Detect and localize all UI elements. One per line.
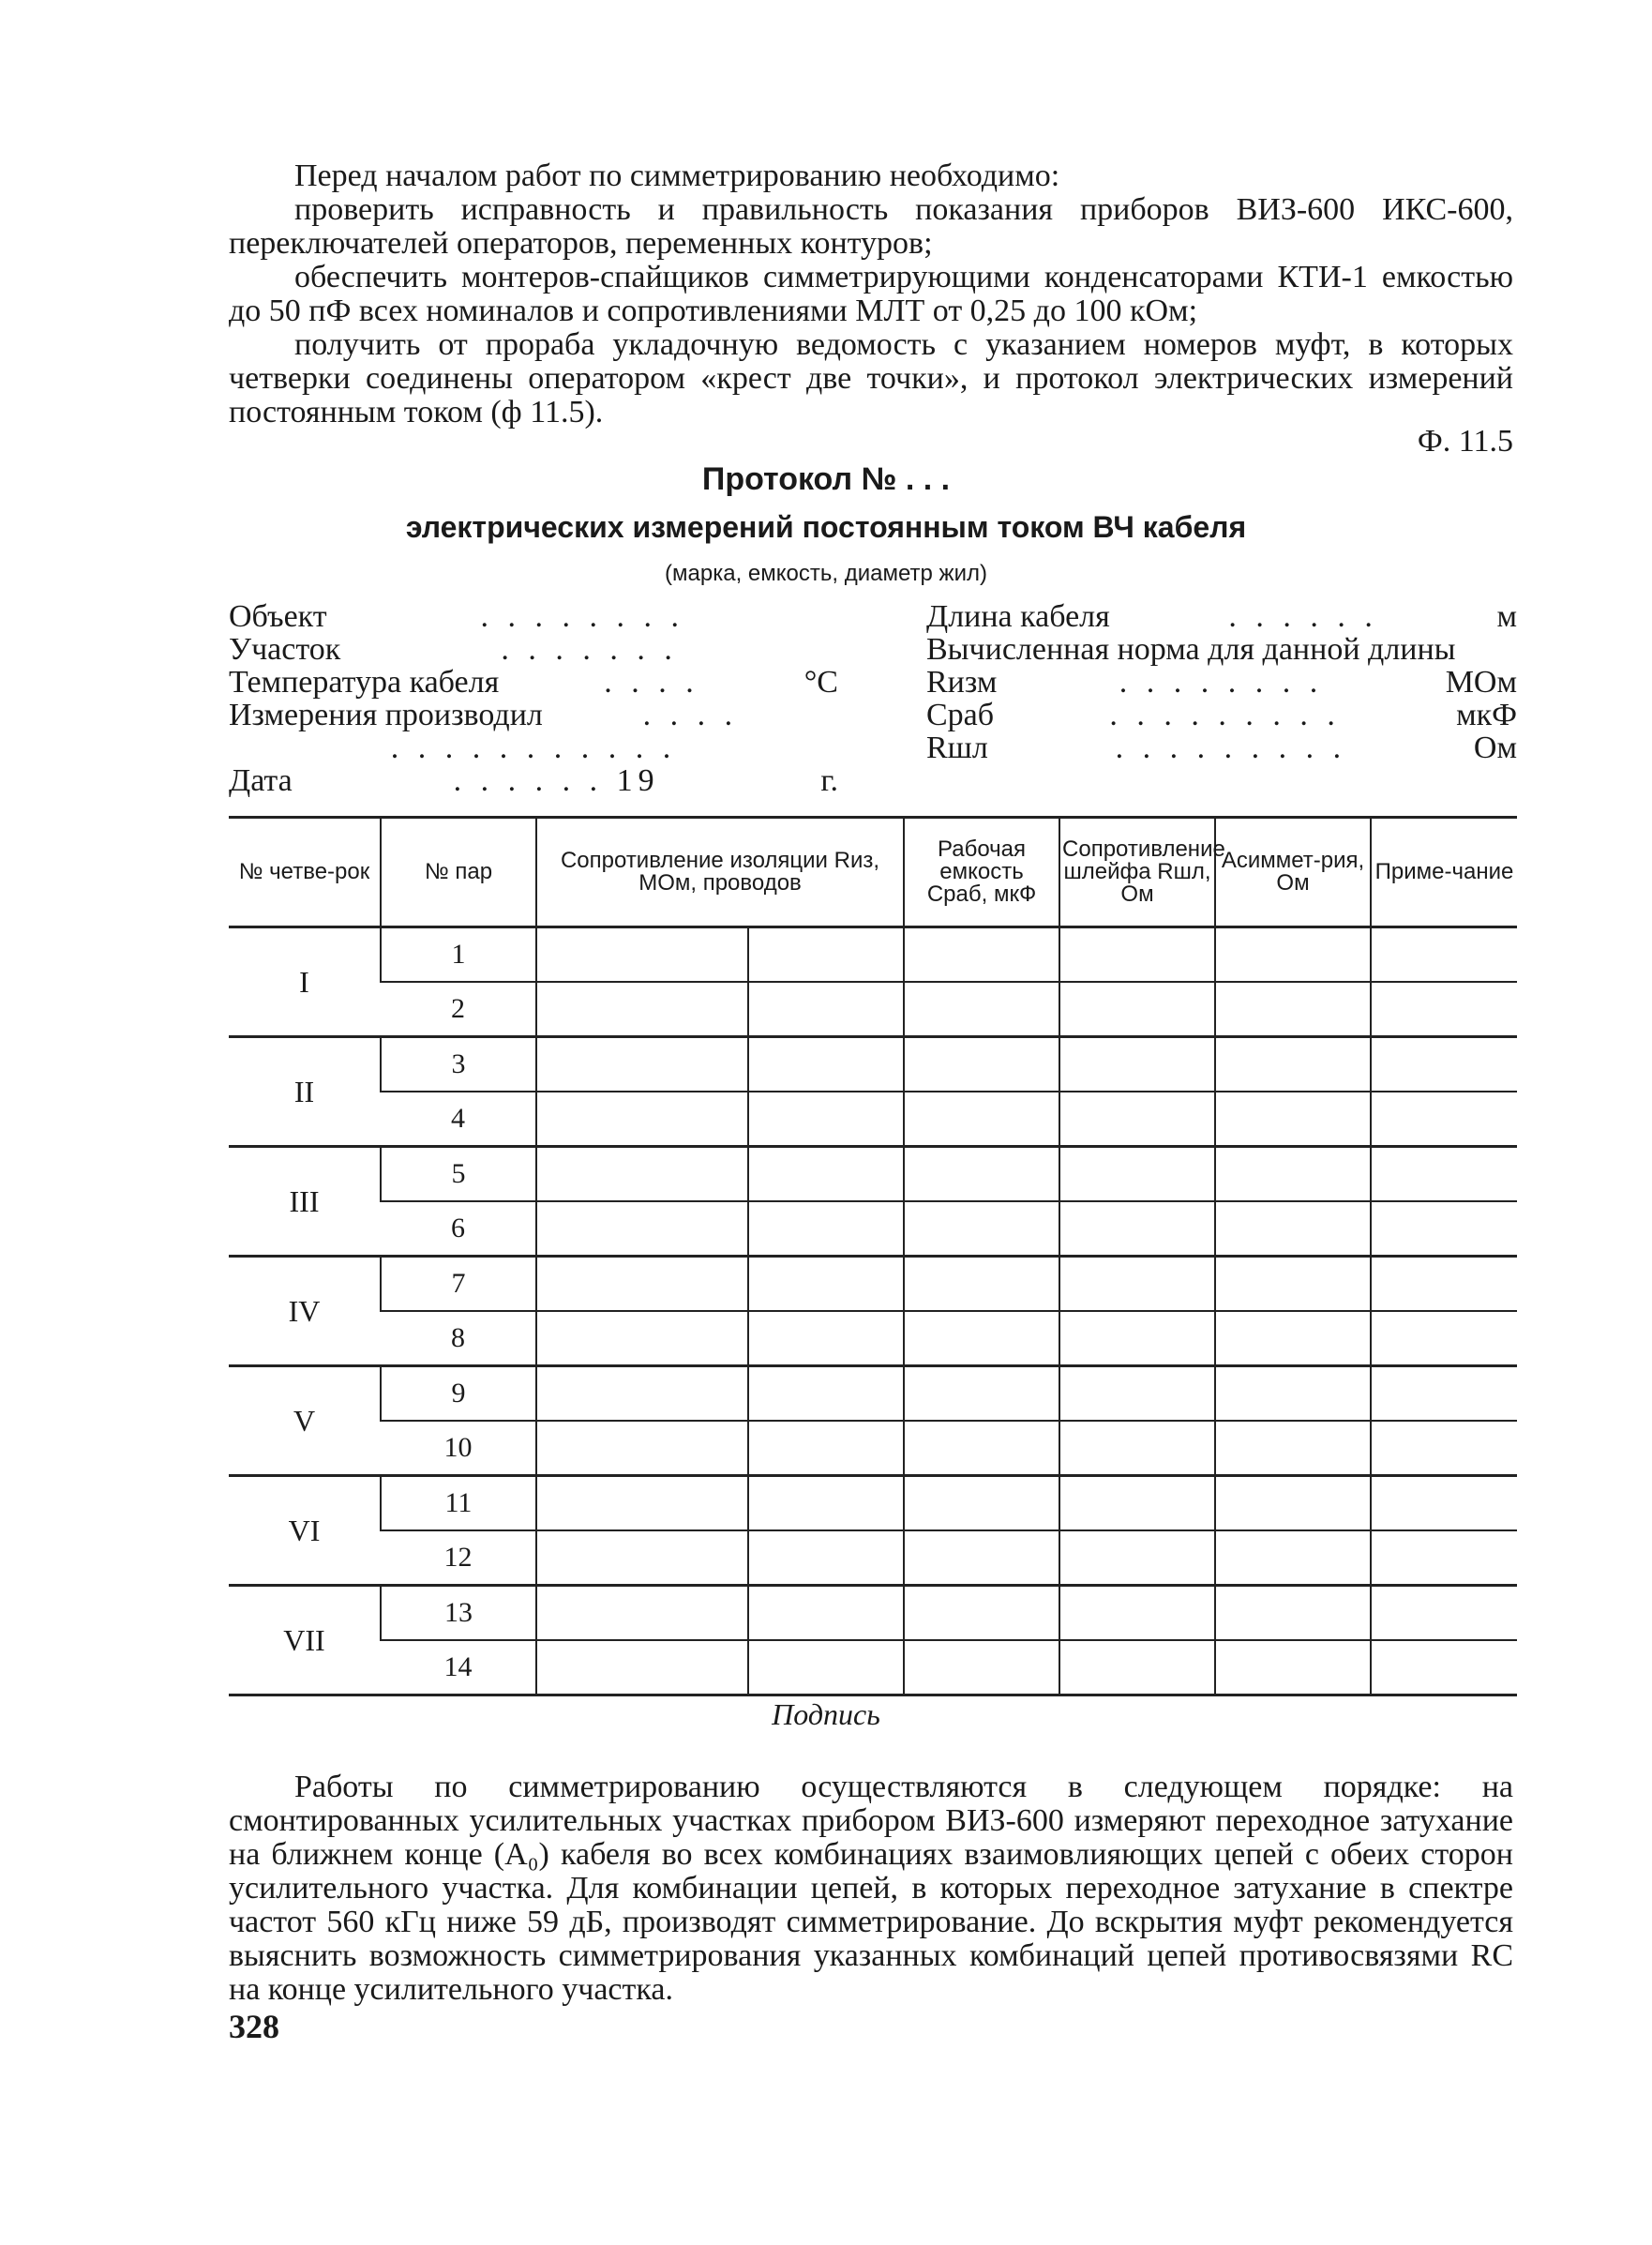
value-cell[interactable] <box>536 1586 748 1641</box>
field-label: Rизм <box>926 665 998 700</box>
form-field <box>229 764 838 797</box>
value-cell[interactable] <box>904 1257 1059 1312</box>
field-unit: м <box>1496 599 1517 634</box>
field-label: Объект <box>229 599 327 634</box>
value-cell[interactable] <box>1371 1640 1517 1695</box>
table-row <box>229 1311 1517 1366</box>
header-capacitance: Рабочая емкость Cраб, мкФ <box>904 818 1059 927</box>
value-cell[interactable] <box>748 982 904 1037</box>
field-dots: . . . . . . . . <box>480 599 685 634</box>
pair-number-cell: 1 <box>381 927 536 983</box>
field-label: Участок <box>229 632 341 667</box>
value-cell[interactable] <box>904 927 1059 983</box>
field-label: Cраб <box>926 698 995 732</box>
value-cell[interactable] <box>1059 1366 1215 1422</box>
value-cell[interactable] <box>748 1092 904 1147</box>
value-cell[interactable] <box>1059 1092 1215 1147</box>
form-fields-left <box>229 600 838 797</box>
value-cell[interactable] <box>536 1366 748 1422</box>
table-row <box>229 1201 1517 1257</box>
table-row <box>229 1037 1517 1092</box>
value-cell[interactable] <box>1215 1201 1371 1257</box>
pair-number-cell: 7 <box>381 1257 536 1312</box>
value-cell[interactable] <box>1215 982 1371 1037</box>
pair-number-cell: 4 <box>381 1092 536 1147</box>
pair-number-cell: 8 <box>381 1311 536 1366</box>
header-note: Приме-чание <box>1371 818 1517 927</box>
pair-number-cell: 2 <box>381 982 536 1037</box>
table-row <box>229 1421 1517 1476</box>
table-row <box>229 927 1517 983</box>
header-insulation: Сопротивление изоляции Rиз, МОм, проводов <box>536 818 904 927</box>
field-dots: . . . . . . 19 <box>453 763 660 798</box>
field-label: Rшл <box>926 731 988 765</box>
value-cell[interactable] <box>536 1092 748 1147</box>
value-cell[interactable] <box>904 1476 1059 1531</box>
value-cell[interactable] <box>748 1257 904 1312</box>
value-cell[interactable] <box>1215 1147 1371 1202</box>
value-cell[interactable] <box>1371 1586 1517 1641</box>
value-cell[interactable] <box>1371 982 1517 1037</box>
intro-paragraph: проверить исправность и правильность показания приборов ВИЗ-600 ИКС-600, переключателей операторов, переменных контуров; <box>229 192 1513 261</box>
value-cell[interactable] <box>1059 927 1215 983</box>
table-row <box>229 1257 1517 1312</box>
value-cell[interactable] <box>904 1421 1059 1476</box>
outro-paragraph: Работы по симметрированию осуществляются в следующем порядке: на смонтированных усилительных участках прибором ВИЗ-600 измеряют переходное затухание на ближнем конце (A₀) кабеля во всех комбинациях взаимовлияющих цепей с обеих сторон усилительного участка. Для комбинации цепей, в которых переходное затухание в спектре частот 560 кГц ниже 59 дБ, производят симметрирование. До вскрытия муфт рекомендуется выяснить возможность симметрирования указанных комбинаций цепей противосвязями RC на конце усилительного участка. <box>229 1770 1513 2007</box>
table-row <box>229 982 1517 1037</box>
field-dots: . . . . . . <box>1228 599 1378 634</box>
table-row <box>229 1476 1517 1531</box>
field-dots: . . . . . . . . . <box>1115 731 1347 765</box>
table-row <box>229 1586 1517 1641</box>
value-cell[interactable] <box>748 927 904 983</box>
value-cell[interactable] <box>1059 1257 1215 1312</box>
field-dots: . . . . . . . . . . . <box>390 731 677 765</box>
value-cell[interactable] <box>748 1147 904 1202</box>
form-field <box>229 633 838 666</box>
header-asymmetry: Асиммет-рия, Ом <box>1215 818 1371 927</box>
value-cell[interactable] <box>748 1530 904 1586</box>
field-unit: Ом <box>1473 731 1517 765</box>
header-pair: № пар <box>381 818 536 927</box>
value-cell[interactable] <box>904 1586 1059 1641</box>
value-cell[interactable] <box>536 1476 748 1531</box>
value-cell[interactable] <box>1059 1530 1215 1586</box>
table-row <box>229 1640 1517 1695</box>
field-unit: МОм <box>1445 665 1517 700</box>
field-unit: мкФ <box>1456 698 1517 732</box>
page-number: 328 <box>229 2008 279 2045</box>
intro-text <box>229 159 1513 429</box>
value-cell[interactable] <box>1215 1476 1371 1531</box>
pair-number-cell: 11 <box>381 1476 536 1531</box>
field-unit: г. <box>820 763 838 798</box>
quad-cell: I <box>229 927 381 1037</box>
field-dots: . . . . . . . . . <box>1109 698 1341 732</box>
pair-number-cell: 3 <box>381 1037 536 1092</box>
field-label: Дата <box>229 763 293 798</box>
table-row <box>229 1366 1517 1422</box>
value-cell[interactable] <box>1371 1476 1517 1531</box>
quad-cell: II <box>229 1037 381 1147</box>
form-field <box>229 731 838 764</box>
value-cell[interactable] <box>1371 1421 1517 1476</box>
value-cell[interactable] <box>1371 1311 1517 1366</box>
value-cell[interactable] <box>536 1311 748 1366</box>
pair-number-cell: 14 <box>381 1640 536 1695</box>
field-dots: . . . . <box>642 698 739 732</box>
form-field <box>229 699 838 731</box>
header-quad: № четве-рок <box>229 818 381 927</box>
value-cell[interactable] <box>904 1530 1059 1586</box>
quad-cell: VI <box>229 1476 381 1586</box>
value-cell[interactable] <box>1371 927 1517 983</box>
value-cell[interactable] <box>536 1201 748 1257</box>
protocol-note: (марка, емкость, диаметр жил) <box>665 561 987 586</box>
value-cell[interactable] <box>1215 1037 1371 1092</box>
value-cell[interactable] <box>536 1037 748 1092</box>
intro-paragraph: получить от прораба укладочную ведомость с указанием номеров муфт, в которых четверки соединены оператором «крест две точки», и протокол электрических измерений постоянным током (ф 11.5). <box>229 327 1513 429</box>
value-cell[interactable] <box>748 1476 904 1531</box>
intro-paragraph: Перед началом работ по симметрированию необходимо: <box>294 158 1060 193</box>
value-cell[interactable] <box>904 1092 1059 1147</box>
value-cell[interactable] <box>1215 1257 1371 1312</box>
value-cell[interactable] <box>748 1586 904 1641</box>
value-cell[interactable] <box>536 1421 748 1476</box>
value-cell[interactable] <box>536 982 748 1037</box>
table-row <box>229 1092 1517 1147</box>
form-field <box>926 633 1517 666</box>
table-header-row <box>229 818 1517 927</box>
value-cell[interactable] <box>536 927 748 983</box>
form-field <box>926 731 1517 764</box>
value-cell[interactable] <box>1059 1586 1215 1641</box>
form-number: Ф. 11.5 <box>1417 424 1513 459</box>
value-cell[interactable] <box>536 1640 748 1695</box>
value-cell[interactable] <box>1215 1421 1371 1476</box>
field-label: Длина кабеля <box>926 599 1110 634</box>
value-cell[interactable] <box>536 1147 748 1202</box>
protocol-table <box>229 816 1517 1696</box>
value-cell[interactable] <box>1371 1201 1517 1257</box>
value-cell[interactable] <box>1215 1640 1371 1695</box>
value-cell[interactable] <box>904 1366 1059 1422</box>
value-cell[interactable] <box>1215 1586 1371 1641</box>
value-cell[interactable] <box>1371 1147 1517 1202</box>
value-cell[interactable] <box>1371 1257 1517 1312</box>
value-cell[interactable] <box>536 1257 748 1312</box>
pair-number-cell: 13 <box>381 1586 536 1641</box>
value-cell[interactable] <box>1215 1366 1371 1422</box>
value-cell[interactable] <box>1215 927 1371 983</box>
value-cell[interactable] <box>904 1640 1059 1695</box>
protocol-subtitle: электрических измерений постоянным током ВЧ кабеля <box>405 510 1247 544</box>
value-cell[interactable] <box>1215 1311 1371 1366</box>
value-cell[interactable] <box>1059 1476 1215 1531</box>
pair-number-cell: 6 <box>381 1201 536 1257</box>
value-cell[interactable] <box>904 1311 1059 1366</box>
table-row <box>229 1530 1517 1586</box>
form-fields-right <box>926 600 1517 764</box>
field-dots: . . . . . . . . <box>1119 665 1324 700</box>
quad-cell: III <box>229 1147 381 1257</box>
protocol-title: Протокол № . . . <box>701 461 951 497</box>
field-label: Вычисленная норма для данной длины <box>926 632 1456 667</box>
value-cell[interactable] <box>748 1640 904 1695</box>
pair-number-cell: 12 <box>381 1530 536 1586</box>
value-cell[interactable] <box>1371 1092 1517 1147</box>
form-field <box>926 600 1517 633</box>
pair-number-cell: 5 <box>381 1147 536 1202</box>
value-cell[interactable] <box>1215 1092 1371 1147</box>
form-field <box>926 666 1517 699</box>
value-cell[interactable] <box>1059 1037 1215 1092</box>
value-cell[interactable] <box>1371 1037 1517 1092</box>
value-cell[interactable] <box>1059 1640 1215 1695</box>
value-cell[interactable] <box>748 1201 904 1257</box>
field-label: Измерения производил <box>229 698 543 732</box>
form-field <box>926 699 1517 731</box>
value-cell[interactable] <box>1059 1421 1215 1476</box>
outro-text <box>229 1770 1513 2007</box>
intro-paragraph: обеспечить монтеров-спайщиков симметрирующими конденсаторами КТИ-1 емкостью до 50 пФ всех номиналов и сопротивлениями МЛТ от 0,25 до 100 кОм; <box>229 260 1513 328</box>
value-cell[interactable] <box>904 1147 1059 1202</box>
value-cell[interactable] <box>536 1530 748 1586</box>
value-cell[interactable] <box>748 1037 904 1092</box>
field-unit: °C <box>803 665 838 700</box>
quad-cell: V <box>229 1366 381 1476</box>
pair-number-cell: 9 <box>381 1366 536 1422</box>
value-cell[interactable] <box>904 982 1059 1037</box>
value-cell[interactable] <box>748 1421 904 1476</box>
quad-cell: IV <box>229 1257 381 1366</box>
form-field <box>229 666 838 699</box>
value-cell[interactable] <box>748 1366 904 1422</box>
field-label: Температура кабеля <box>229 665 500 700</box>
value-cell[interactable] <box>904 1037 1059 1092</box>
form-field <box>229 600 838 633</box>
value-cell[interactable] <box>1059 982 1215 1037</box>
header-loop-resistance: Сопротивление шлейфа Rшл, Ом <box>1059 818 1215 927</box>
pair-number-cell: 10 <box>381 1421 536 1476</box>
signature-label: Подпись <box>772 1697 880 1731</box>
quad-cell: VII <box>229 1586 381 1695</box>
value-cell[interactable] <box>1371 1366 1517 1422</box>
value-cell[interactable] <box>1059 1147 1215 1202</box>
value-cell[interactable] <box>1059 1311 1215 1366</box>
value-cell[interactable] <box>748 1311 904 1366</box>
value-cell[interactable] <box>1059 1201 1215 1257</box>
value-cell[interactable] <box>904 1201 1059 1257</box>
value-cell[interactable] <box>1371 1530 1517 1586</box>
field-dots: . . . . <box>604 665 699 700</box>
field-dots: . . . . . . . <box>501 632 678 667</box>
value-cell[interactable] <box>1215 1530 1371 1586</box>
table-row <box>229 1147 1517 1202</box>
